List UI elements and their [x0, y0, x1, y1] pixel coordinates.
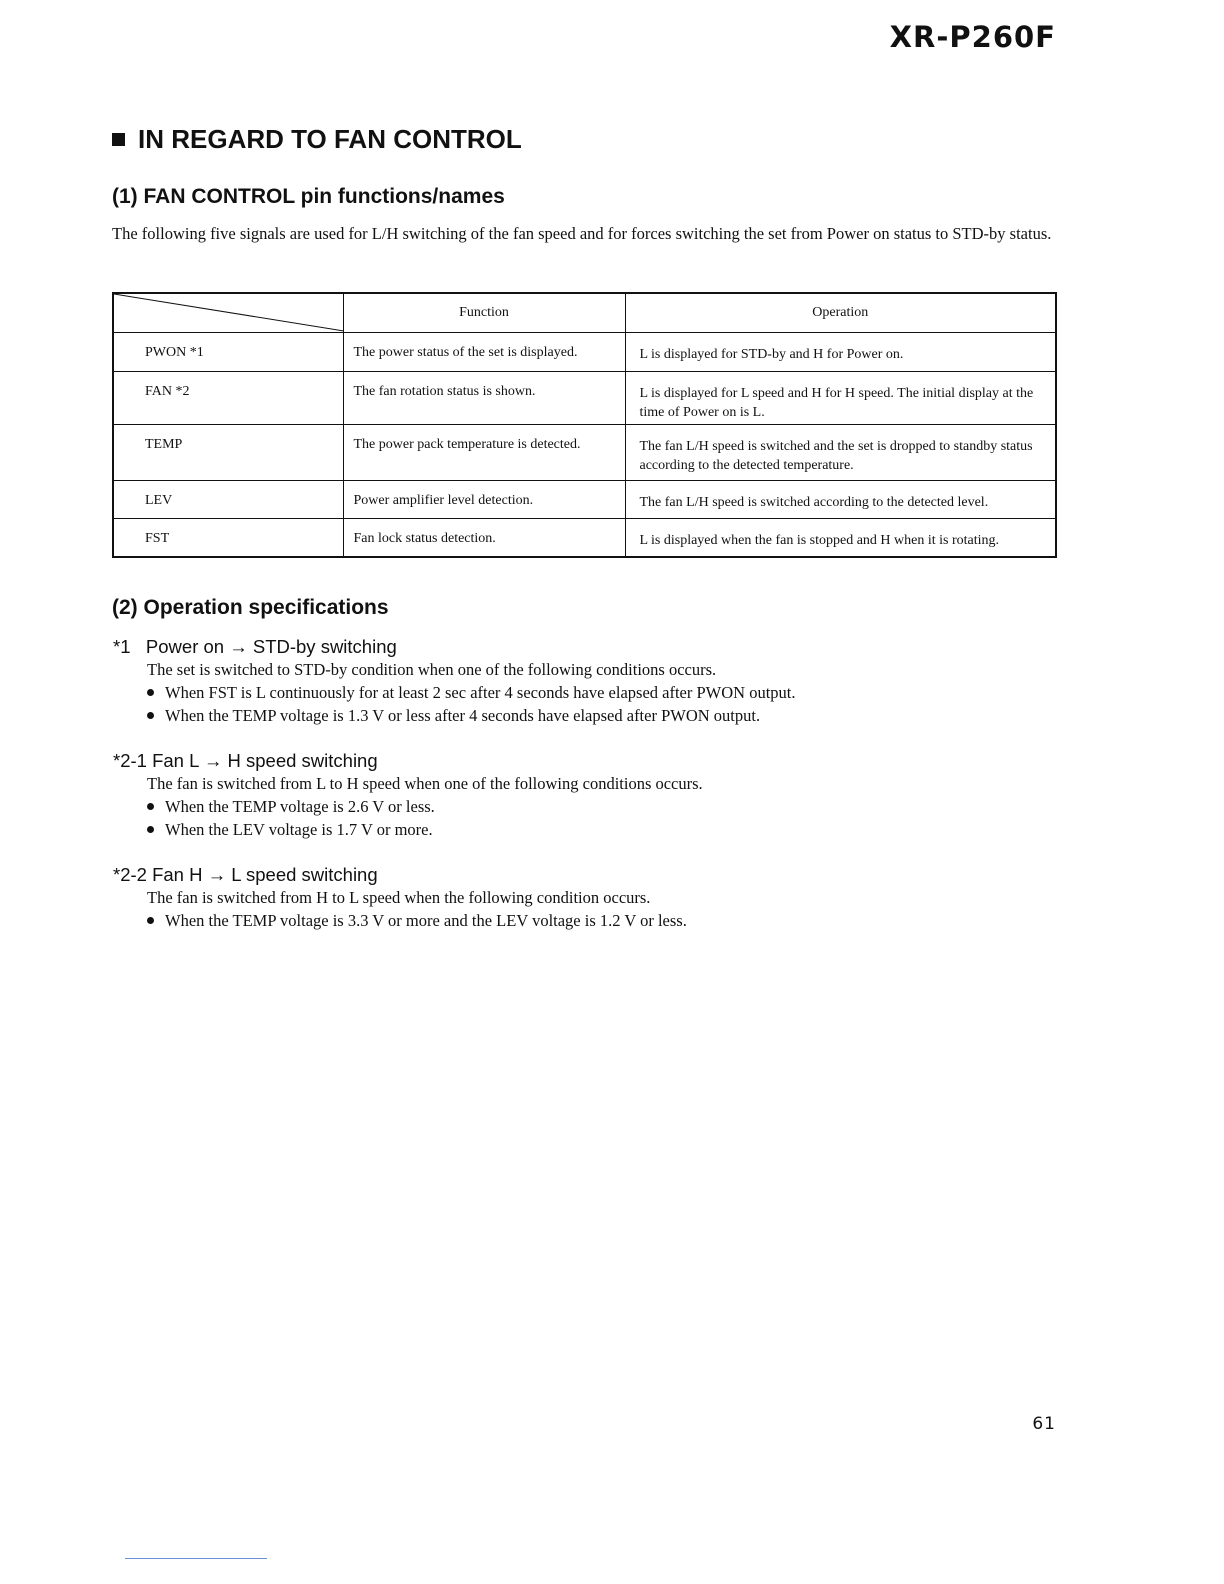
diagonal-divider — [114, 294, 344, 332]
pin-operation: The fan L/H speed is switched and the set is dropped to standby status according to the detected temperature. — [625, 425, 1056, 481]
pin-function: Fan lock status detection. — [343, 519, 625, 558]
table-row — [113, 333, 1056, 372]
list-item-text: When the TEMP voltage is 3.3 V or more and the LEV voltage is 1.2 V or less. — [165, 911, 687, 930]
pin-name: TEMP — [113, 425, 343, 481]
spec-heading — [113, 864, 687, 886]
pin-functions-table — [112, 292, 1057, 558]
spec-heading — [113, 636, 796, 658]
bullet-dot-icon — [147, 712, 154, 719]
pin-operation: L is displayed when the fan is stopped and H when it is rotating. — [625, 519, 1056, 558]
spec-description: The set is switched to STD-by condition when one of the following conditions occurs. — [147, 660, 717, 679]
table-row — [113, 519, 1056, 558]
spec-block — [113, 750, 703, 841]
spec-number: *1 — [113, 636, 131, 657]
header-operation: Operation — [625, 293, 1056, 333]
list-item — [147, 704, 796, 727]
spec-description: The fan is switched from H to L speed when the following condition occurs. — [147, 888, 651, 907]
section-title-text: IN REGARD TO FAN CONTROL — [138, 124, 522, 154]
spec-block — [113, 636, 796, 727]
table-row — [113, 481, 1056, 519]
list-item — [147, 909, 687, 932]
spec-heading — [113, 750, 703, 772]
bullet-dot-icon — [147, 689, 154, 696]
intro-paragraph: The following five signals are used for L/H switching of the fan speed and for forces switching the set from Power on status to STD-by status. — [112, 224, 1052, 243]
spec-title: Fan L → H speed switching — [152, 750, 378, 771]
header-function: Function — [343, 293, 625, 333]
spec-number: *2-1 — [113, 750, 147, 771]
table-row — [113, 425, 1056, 481]
pin-name: FST — [113, 519, 343, 558]
bullet-dot-icon — [147, 826, 154, 833]
pin-operation: The fan L/H speed is switched according to the detected level. — [625, 481, 1056, 519]
pin-function: The power pack temperature is detected. — [343, 425, 625, 481]
pin-operation: L is displayed for STD-by and H for Power on. — [625, 333, 1056, 372]
table-corner-cell — [113, 293, 343, 333]
bullet-dot-icon — [147, 917, 154, 924]
pin-function: Power amplifier level detection. — [343, 481, 625, 519]
model-number: XR-P260F — [889, 20, 1056, 54]
pin-function: The fan rotation status is shown. — [343, 372, 625, 425]
list-item-text: When the LEV voltage is 1.7 V or more. — [165, 820, 433, 839]
pin-name: LEV — [113, 481, 343, 519]
list-item-text: When the TEMP voltage is 1.3 V or less after 4 seconds have elapsed after PWON output. — [165, 706, 761, 725]
list-item — [147, 795, 703, 818]
pin-name: PWON *1 — [113, 333, 343, 372]
pin-function: The power status of the set is displayed. — [343, 333, 625, 372]
pin-name: FAN *2 — [113, 372, 343, 425]
table-row — [113, 372, 1056, 425]
footer-rule — [125, 1558, 267, 1559]
spec-title: Power on → STD-by switching — [145, 636, 397, 657]
page-number: 61 — [1032, 1414, 1056, 1434]
list-item-text: When the TEMP voltage is 2.6 V or less. — [165, 797, 435, 816]
table-header-row — [113, 293, 1056, 333]
bullet-dot-icon — [147, 803, 154, 810]
spec-description: The fan is switched from L to H speed when one of the following conditions occurs. — [147, 774, 703, 793]
spec-block — [113, 864, 687, 932]
spec-title: Fan H → L speed switching — [152, 864, 378, 885]
list-item — [147, 818, 703, 841]
subsection-2-title: (2) Operation specifications — [112, 596, 389, 619]
spec-number: *2-2 — [113, 864, 147, 885]
list-item — [147, 681, 796, 704]
square-bullet-icon — [112, 133, 125, 146]
subsection-1-title: (1) FAN CONTROL pin functions/names — [112, 185, 505, 208]
section-title — [112, 124, 522, 155]
list-item-text: When FST is L continuously for at least 2 sec after 4 seconds have elapsed after PWON output. — [165, 683, 796, 702]
pin-operation: L is displayed for L speed and H for H speed. The initial display at the time of Power on is L. — [625, 372, 1056, 425]
